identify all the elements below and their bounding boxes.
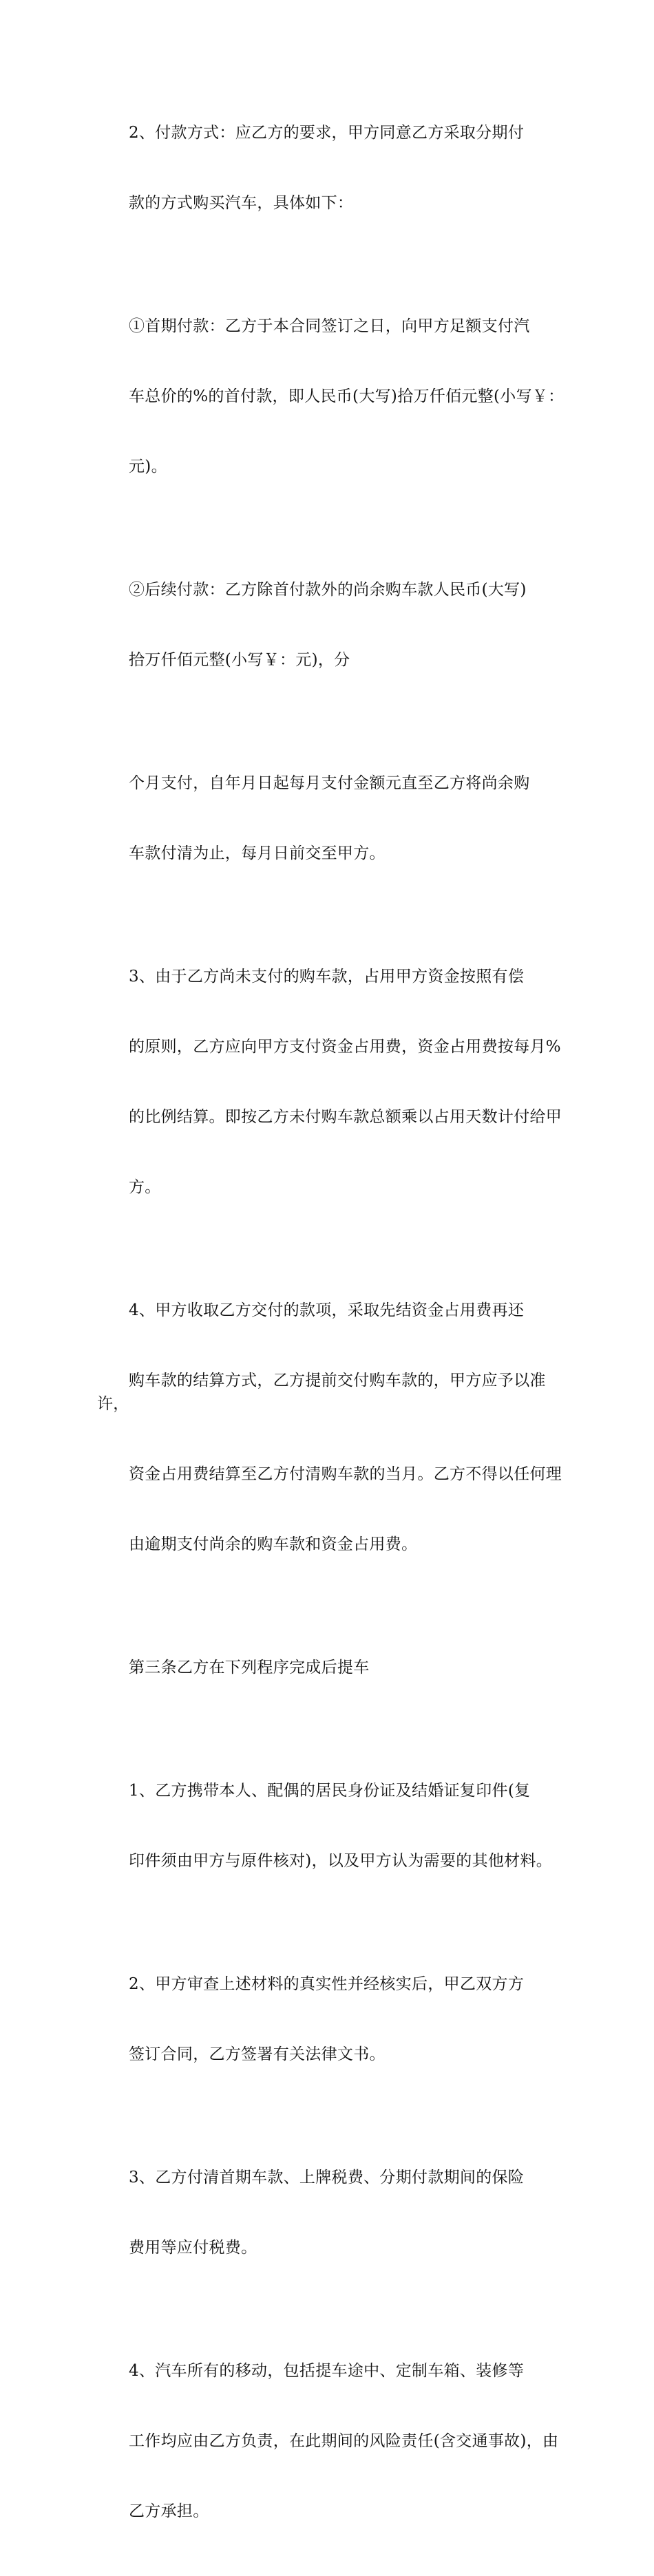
text-line: 车总价的%的首付款，即人民币(大写)拾万仟佰元整(小写￥：	[129, 387, 565, 405]
paragraph-down-payment	[97, 268, 565, 525]
paragraph-monthly-installment	[97, 725, 565, 912]
text-line: 4、甲方收取乙方交付的款项，采取先结资金占用费再还	[129, 1301, 525, 1319]
document-body	[97, 74, 565, 2576]
text-line: 印件须由甲方与原件核对)，以及甲方认为需要的其他材料。	[129, 1852, 553, 1870]
text-line: 元)。	[129, 458, 167, 476]
paragraph-payment-method	[97, 74, 565, 262]
paragraph-taxes-fees	[97, 2119, 565, 2306]
text-line: 款的方式购买汽车，具体如下：	[129, 194, 354, 212]
text-line: 1、乙方携带本人、配偶的居民身份证及结婚证复印件(复	[129, 1782, 531, 1800]
text-line: 2、付款方式：应乙方的要求，甲方同意乙方采取分期付	[129, 124, 525, 142]
text-line: 费用等应付税费。	[129, 2239, 257, 2257]
text-line: ①首期付款：乙方于本合同签订之日，向甲方足额支付汽	[129, 317, 530, 335]
text-line: 第三条乙方在下列程序完成后提车	[129, 1659, 370, 1676]
text-line: 签订合同，乙方签署有关法律文书。	[129, 2045, 386, 2063]
text-line: 4、汽车所有的移动，包括提车途中、定制车箱、装修等	[129, 2362, 525, 2380]
text-line: 3、由于乙方尚未支付的购车款，占用甲方资金按照有偿	[129, 968, 525, 986]
text-line: 的比例结算。即按乙方未付购车款总额乘以占用天数计付给甲	[129, 1108, 562, 1126]
text-line: 由逾期支付尚余的购车款和资金占用费。	[129, 1535, 418, 1553]
text-line: 方。	[129, 1178, 161, 1196]
section-heading-article-3	[97, 1609, 565, 1726]
text-line: 3、乙方付清首期车款、上牌税费、分期付款期间的保险	[129, 2169, 525, 2186]
text-line: 个月支付，自年月日起每月支付金额元直至乙方将尚余购	[129, 774, 530, 792]
paragraph-vehicle-movement-risk	[97, 2312, 565, 2570]
text-line: 的原则，乙方应向甲方支付资金占用费，资金占用费按每月%	[129, 1038, 561, 1056]
text-line: 资金占用费结算至乙方付清购车款的当月。乙方不得以任何理	[129, 1465, 562, 1483]
paragraph-capital-fee	[97, 918, 565, 1246]
text-line: 2、甲方审查上述材料的真实性并经核实后，甲乙双方方	[129, 1975, 525, 1993]
text-line: 工作均应由乙方负责，在此期间的风险责任(含交通事故)，由	[129, 2432, 559, 2450]
paragraph-required-documents	[97, 1732, 565, 1919]
paragraph-settlement-method	[97, 1252, 565, 1603]
paragraph-subsequent-payment	[97, 531, 565, 718]
paragraph-verification-signing	[97, 1926, 565, 2113]
text-line: 乙方承担。	[129, 2502, 209, 2520]
text-line: 拾万仟佰元整(小写￥：元)，分	[129, 651, 350, 669]
text-line: 车款付清为止，每月日前交至甲方。	[129, 844, 386, 862]
text-line: 购车款的结算方式，乙方提前交付购车款的，甲方应予以准许，	[97, 1372, 546, 1413]
text-line: ②后续付款：乙方除首付款外的尚余购车款人民币(大写)	[129, 581, 527, 599]
